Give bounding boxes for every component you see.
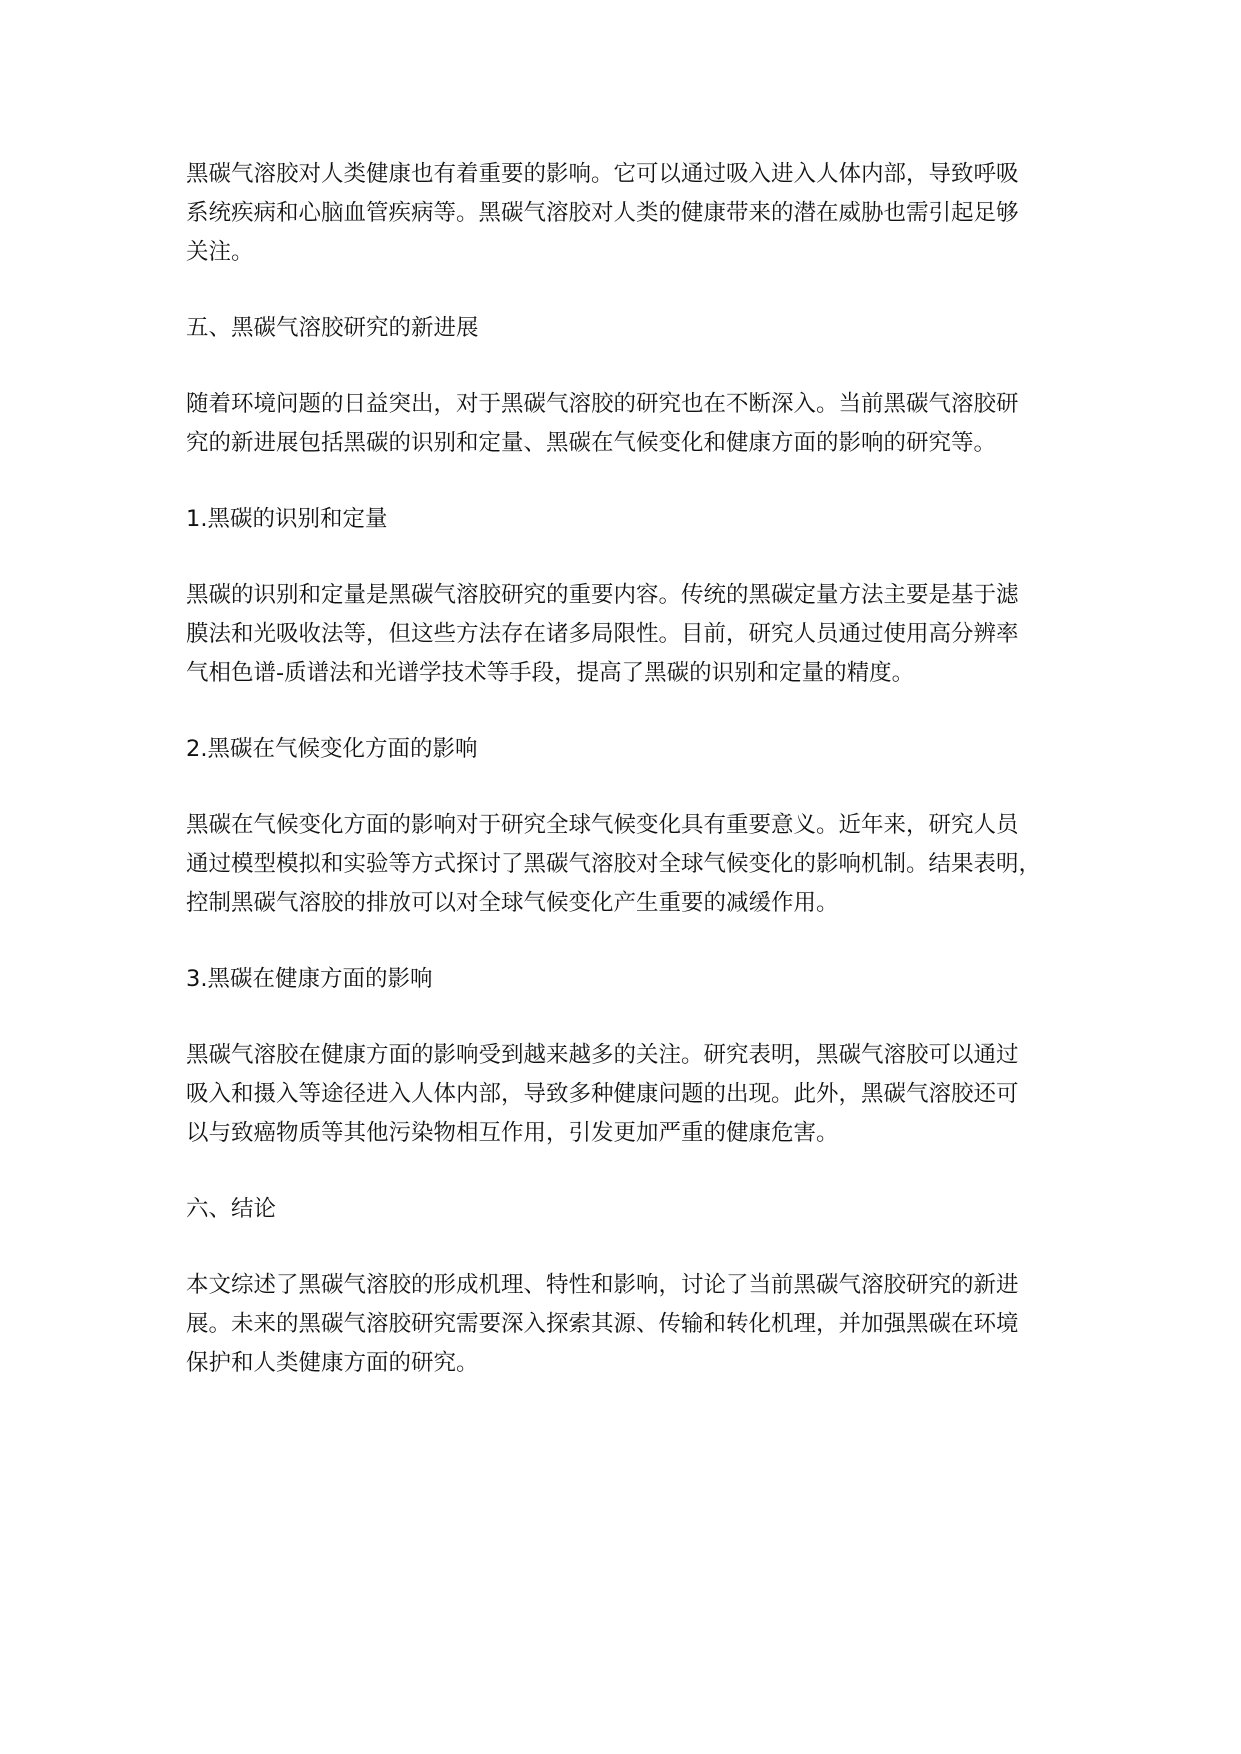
text-line: 黑碳在气候变化方面的影响对于研究全球气候变化具有重要意义。近年来，研究人员 — [186, 812, 1019, 838]
text-line: 膜法和光吸收法等，但这些方法存在诸多局限性。目前，研究人员通过使用高分辨率 — [186, 621, 1019, 647]
text-line: 黑碳气溶胶在健康方面的影响受到越来越多的关注。研究表明，黑碳气溶胶可以通过 — [186, 1042, 1019, 1068]
heading-line: 2.黑碳在气候变化方面的影响 — [186, 736, 478, 762]
paragraph-conclusion — [186, 1266, 1086, 1383]
section-heading-conclusion — [186, 1190, 1086, 1229]
text-line: 关注。 — [186, 239, 254, 265]
heading-line: 1.黑碳的识别和定量 — [186, 506, 388, 532]
text-line: 展。未来的黑碳气溶胶研究需要深入探索其源、传输和转化机理，并加强黑碳在环境 — [186, 1311, 1019, 1337]
text-line: 保护和人类健康方面的研究。 — [186, 1350, 479, 1376]
heading-line: 五、黑碳气溶胶研究的新进展 — [186, 315, 479, 341]
paragraph-health-research — [186, 1036, 1086, 1153]
paragraph-health-impact — [186, 155, 1086, 272]
text-line: 系统疾病和心脑血管疾病等。黑碳气溶胶对人类的健康带来的潜在威胁也需引起足够 — [186, 200, 1019, 226]
text-line: 究的新进展包括黑碳的识别和定量、黑碳在气候变化和健康方面的影响的研究等。 — [186, 430, 997, 456]
text-line: 气相色谱-质谱法和光谱学技术等手段，提高了黑碳的识别和定量的精度。 — [186, 660, 915, 686]
text-line: 黑碳气溶胶对人类健康也有着重要的影响。它可以通过吸入进入人体内部，导致呼吸 — [186, 161, 1019, 187]
subheading-identification-quantification — [186, 500, 1086, 539]
subheading-climate-impact — [186, 730, 1086, 769]
document-content — [186, 155, 1086, 1420]
text-line: 本文综述了黑碳气溶胶的形成机理、特性和影响，讨论了当前黑碳气溶胶研究的新进 — [186, 1272, 1019, 1298]
text-line: 吸入和摄入等途径进入人体内部，导致多种健康问题的出现。此外，黑碳气溶胶还可 — [186, 1081, 1019, 1107]
paragraph-identification-quantification — [186, 576, 1086, 693]
text-line: 随着环境问题的日益突出，对于黑碳气溶胶的研究也在不断深入。当前黑碳气溶胶研 — [186, 391, 1019, 417]
subheading-health-impact — [186, 960, 1086, 999]
text-line: 以与致癌物质等其他污染物相互作用，引发更加严重的健康危害。 — [186, 1120, 839, 1146]
section-heading-new-progress — [186, 309, 1086, 348]
paragraph-climate-impact — [186, 806, 1086, 923]
heading-line: 六、结论 — [186, 1196, 277, 1222]
text-line: 黑碳的识别和定量是黑碳气溶胶研究的重要内容。传统的黑碳定量方法主要是基于滤 — [186, 582, 1019, 608]
heading-line: 3.黑碳在健康方面的影响 — [186, 966, 433, 992]
paragraph-research-progress — [186, 385, 1086, 463]
text-line: 通过模型模拟和实验等方式探讨了黑碳气溶胶对全球气候变化的影响机制。结果表明， — [186, 851, 1042, 877]
text-line: 控制黑碳气溶胶的排放可以对全球气候变化产生重要的减缓作用。 — [186, 890, 839, 916]
